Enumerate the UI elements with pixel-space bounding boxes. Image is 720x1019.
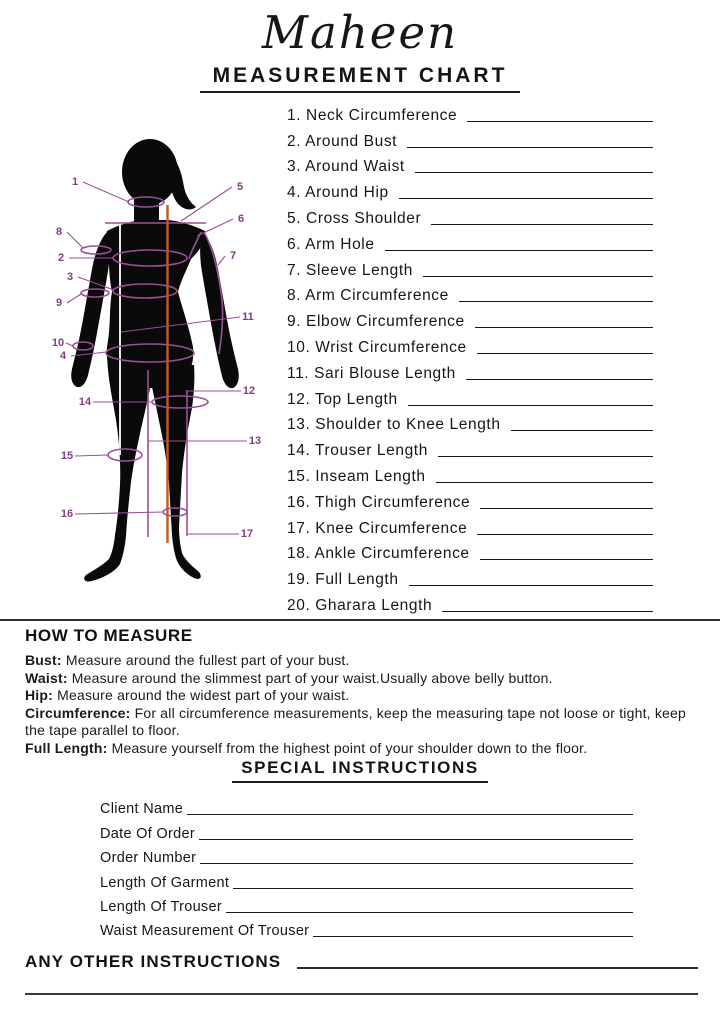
callout-number: 3 [66, 271, 74, 283]
measurement-value-line[interactable] [459, 300, 653, 302]
callout-leader-line [67, 294, 81, 303]
measurement-label: 6. Arm Hole [287, 235, 375, 253]
any-other-instructions-label: ANY OTHER INSTRUCTIONS [25, 952, 282, 971]
callout-leader-line [218, 256, 225, 265]
measurement-label: 5. Cross Shoulder [287, 209, 422, 227]
special-instructions-wrap [0, 758, 720, 783]
measurement-label: 2. Around Bust [287, 132, 398, 150]
measurement-value-line[interactable] [511, 429, 653, 431]
callout-number: 6 [237, 213, 245, 225]
measurement-row [287, 436, 653, 462]
measurement-value-line[interactable] [436, 481, 653, 483]
callout-number: 12 [242, 385, 256, 397]
body-silhouette [71, 139, 239, 582]
measurement-label: 4. Around Hip [287, 184, 389, 202]
measurement-value-line[interactable] [408, 404, 653, 406]
measurement-value-line[interactable] [467, 120, 653, 122]
bottom-rule [25, 993, 698, 995]
measurement-value-line[interactable] [466, 378, 653, 380]
measurement-row [287, 333, 653, 359]
measure-description: For all circumference measurements, keep the measuring tape not loose or tight, keep the tape parallel to floor. [25, 704, 687, 739]
measure-description: Measure yourself from the highest point of your shoulder down to the floor. [107, 739, 588, 756]
page-title: MEASUREMENT CHART [200, 64, 521, 93]
measurement-value-line[interactable] [480, 558, 653, 560]
measurement-value-line[interactable] [431, 223, 653, 225]
measurement-value-line[interactable] [415, 171, 653, 173]
form-row [100, 819, 633, 843]
callout-leader-line [66, 343, 73, 346]
measurement-label: 13. Shoulder to Knee Length [287, 416, 501, 434]
form-row [100, 893, 633, 917]
callout-number: 1 [71, 176, 79, 188]
form-field-line[interactable] [199, 838, 633, 840]
measurement-value-line[interactable] [477, 533, 653, 535]
form-field-label: Date Of Order [100, 825, 195, 842]
callout-leader-line [75, 455, 109, 456]
how-to-measure-line [25, 652, 703, 670]
measurement-label: 18. Ankle Circumference [287, 545, 470, 563]
callout-number: 16 [60, 508, 74, 520]
callout-number: 14 [78, 396, 92, 408]
measure-description: Measure around the fullest part of your bust. [61, 652, 350, 668]
measurement-row [287, 462, 653, 488]
how-to-measure-lines [25, 652, 703, 758]
measurement-row [287, 359, 653, 385]
measurement-label: 16. Thigh Circumference [287, 493, 471, 511]
measurement-row [287, 282, 653, 308]
special-instructions-title: SPECIAL INSTRUCTIONS [232, 758, 488, 783]
callout-number: 15 [60, 450, 74, 462]
measurement-label: 15. Inseam Length [287, 467, 426, 485]
measurement-label: 8. Arm Circumference [287, 287, 449, 305]
callout-number: 8 [55, 226, 63, 238]
form-field-label: Length Of Trouser [100, 898, 222, 915]
measurement-label: 1. Neck Circumference [287, 106, 458, 124]
measurement-list [287, 101, 653, 617]
measurement-row [287, 488, 653, 514]
measurement-label: 12. Top Length [287, 390, 398, 408]
title-wrap [0, 64, 720, 93]
measurement-row [287, 178, 653, 204]
measure-term: Circumference: [25, 704, 131, 721]
callout-number: 10 [51, 337, 65, 349]
callout-number: 4 [59, 350, 67, 362]
measure-term: Hip: [25, 687, 54, 704]
form-field-line[interactable] [226, 911, 633, 913]
how-to-measure-line [25, 687, 703, 705]
callout-number: 7 [229, 250, 237, 262]
callout-number: 2 [57, 252, 65, 264]
measurement-row [287, 256, 653, 282]
callout-leader-line [197, 219, 233, 236]
how-to-measure-section [25, 626, 703, 758]
body-measurement-figure [25, 135, 275, 615]
measurement-value-line[interactable] [399, 197, 653, 199]
measurement-row [287, 540, 653, 566]
any-other-instructions-row [25, 952, 698, 972]
brand-logo: Maheen [261, 6, 459, 59]
measurement-label: 7. Sleeve Length [287, 261, 413, 279]
measurement-row [287, 514, 653, 540]
callout-number: 17 [240, 528, 254, 540]
form-field-line[interactable] [233, 887, 633, 889]
form-field-label: Length Of Garment [100, 874, 230, 891]
measurement-value-line[interactable] [477, 352, 653, 354]
measurement-value-line[interactable] [480, 507, 653, 509]
callout-number: 11 [242, 311, 254, 323]
measurement-label: 3. Around Waist [287, 158, 405, 176]
measurement-row [287, 153, 653, 179]
measurement-row [287, 565, 653, 591]
measurement-label: 9. Elbow Circumference [287, 313, 465, 331]
how-to-measure-line [25, 705, 703, 740]
measurement-row [287, 591, 653, 617]
form-row [100, 868, 633, 892]
section-divider [0, 619, 720, 621]
measure-description: Measure around the slimmest part of your waist.Usually above belly button. [67, 669, 553, 686]
callout-leader-line [83, 182, 129, 202]
measure-term: Full Length: [25, 739, 108, 756]
form-field-line[interactable] [200, 862, 633, 864]
any-other-instructions-line[interactable] [297, 967, 698, 969]
measurement-label: 14. Trouser Length [287, 442, 428, 460]
callout-number: 5 [236, 181, 244, 193]
measurement-value-line[interactable] [409, 584, 653, 586]
measurement-row [287, 385, 653, 411]
form-field-line[interactable] [187, 813, 633, 815]
measurement-value-line[interactable] [423, 275, 653, 277]
measure-term: Bust: [25, 652, 62, 668]
callout-number: 9 [55, 297, 63, 309]
measurement-row [287, 230, 653, 256]
measurement-label: 10. Wrist Circumference [287, 338, 467, 356]
callout-leader-line [67, 232, 83, 248]
form-row [100, 795, 633, 819]
measurement-label: 20. Gharara Length [287, 596, 433, 614]
measurement-value-line[interactable] [442, 610, 653, 612]
measurement-value-line[interactable] [475, 326, 653, 328]
form-row [100, 917, 633, 941]
how-to-measure-line [25, 740, 703, 758]
measurement-value-line[interactable] [385, 249, 653, 251]
measurement-label: 11. Sari Blouse Length [287, 364, 456, 382]
measurement-label: 19. Full Length [287, 571, 399, 589]
measure-term: Waist: [25, 669, 68, 686]
measurement-row [287, 307, 653, 333]
how-to-measure-title: HOW TO MEASURE [25, 626, 193, 645]
measurement-value-line[interactable] [407, 146, 653, 148]
form-field-label: Client Name [100, 801, 184, 818]
form-field-label: Waist Measurement Of Trouser [100, 923, 310, 940]
measurement-row [287, 204, 653, 230]
measurement-row [287, 127, 653, 153]
form-field-line[interactable] [313, 935, 633, 937]
form-row [100, 844, 633, 868]
callout-number: 13 [248, 435, 262, 447]
measurement-row [287, 411, 653, 437]
measure-description: Measure around the widest part of your waist. [53, 687, 350, 704]
measurement-row [287, 101, 653, 127]
form-field-label: Order Number [100, 850, 197, 867]
special-instructions-form [100, 795, 633, 941]
measurement-label: 17. Knee Circumference [287, 519, 468, 537]
how-to-measure-line [25, 670, 703, 688]
measurement-value-line[interactable] [438, 455, 653, 457]
